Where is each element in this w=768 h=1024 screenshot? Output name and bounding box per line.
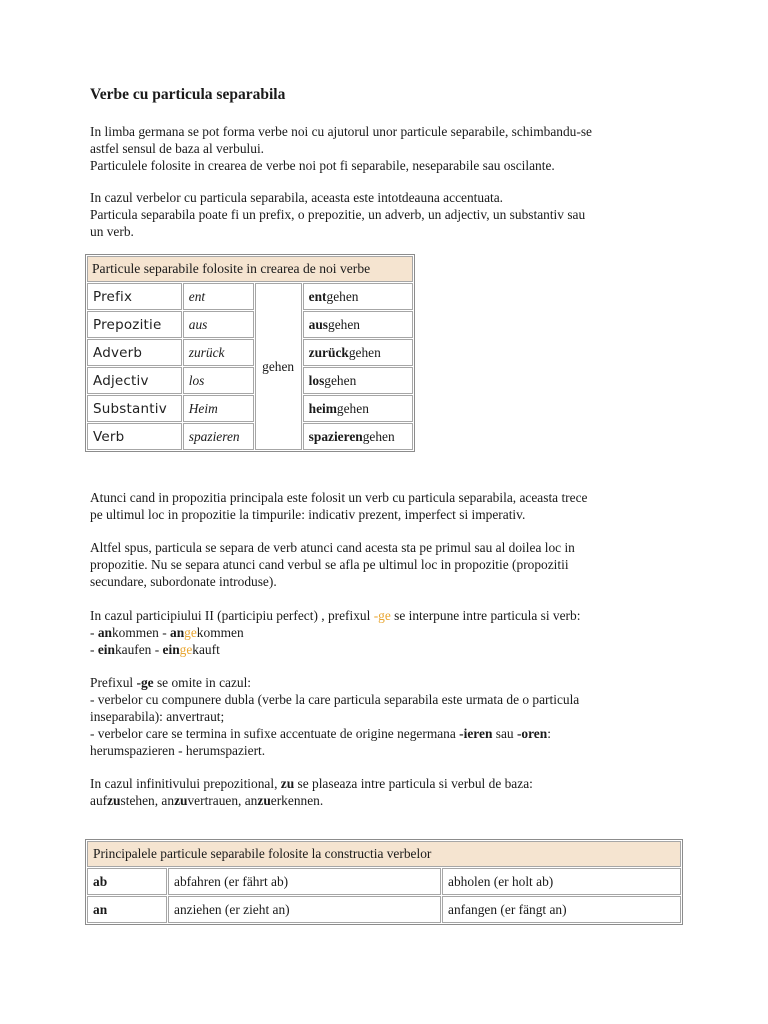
category-cell: Verb [87,423,182,450]
accent-paragraph [90,189,690,240]
particle-cell: ent [183,283,254,310]
particle-cell: ab [87,868,167,895]
separation-paragraph [90,539,690,590]
ge-highlight: -ge [373,608,391,623]
particle-cell: Heim [183,395,254,422]
table-row [87,311,413,338]
result-cell: losgehen [303,367,413,394]
text-line: In cazul participiului II (participiu perfect) , prefixul -ge se interpune intre particula si verb: [90,608,581,623]
text-line: astfel sensul de baza al verbului. [90,141,265,156]
text-line: In cazul verbelor cu particula separabila, aceasta este intotdeauna accentuata. [90,190,504,205]
particle-cell: aus [183,311,254,338]
text-line: herumspazieren - herumspaziert. [90,743,266,758]
particle-cell: zurück [183,339,254,366]
category-cell: Adverb [87,339,182,366]
particle-cell: an [87,896,167,923]
text-line: inseparabila): anvertraut; [90,709,225,724]
category-cell: Prefix [87,283,182,310]
main-particles-table [85,839,683,925]
particle-cell: los [183,367,254,394]
text-line: In cazul infinitivului prepozitional, zu se plaseaza intre particula si verbul de baza: [90,776,533,791]
position-paragraph [90,489,690,523]
text-line: pe ultimul loc in propozitie la timpurile: indicativ prezent, imperfect si imperativ. [90,507,526,522]
particle-cell: spazieren [183,423,254,450]
example-cell: anfangen (er fängt an) [442,896,681,923]
intro-paragraph [90,123,690,174]
table-row [87,339,413,366]
example-cell: abholen (er holt ab) [442,868,681,895]
table-row [87,395,413,422]
text-line: - verbelor cu compunere dubla (verbe la care particula separabila este urmata de o particula [90,692,580,707]
particles-table [85,254,415,452]
category-cell: Adjectiv [87,367,182,394]
omission-paragraph [90,674,690,759]
result-cell: heimgehen [303,395,413,422]
participle-paragraph [90,607,690,658]
result-cell: entgehen [303,283,413,310]
text-line: - verbelor care se termina in sufixe accentuate de origine negermana -ieren sau -oren: [90,726,551,741]
text-line: Particulele folosite in crearea de verbe noi pot fi separabile, neseparabile sau oscilante. [90,158,555,173]
text-line: secundare, subordonate introduse). [90,574,277,589]
table-row [87,367,413,394]
text-line: un verb. [90,224,134,239]
text-line: Prefixul -ge se omite in cazul: [90,675,252,690]
example-line: aufzustehen, anzuvertrauen, anzuerkennen. [90,793,324,808]
table-row [87,896,681,923]
example-cell: abfahren (er fährt ab) [168,868,441,895]
category-cell: Substantiv [87,395,182,422]
table-row [87,868,681,895]
example-line: - ankommen - angekommen [90,625,244,640]
main-particles-table-header: Principalele particule separabile folosite la constructia verbelor [87,841,681,867]
table-row [87,423,413,450]
text-line: propozitie. Nu se separa atunci cand verbul se afla pe ultimul loc in propozitie (propozitii [90,557,569,572]
example-cell: anziehen (er zieht an) [168,896,441,923]
particles-table-header: Particule separabile folosite in crearea de noi verbe [87,256,413,282]
document-title: Verbe cu particula separabila [90,86,286,103]
infinitive-paragraph [90,775,690,809]
text-line: Atunci cand in propozitia principala este folosit un verb cu particula separabila, aceasta trece [90,490,588,505]
base-verb-cell: gehen [255,283,302,450]
result-cell: ausgehen [303,311,413,338]
text-line: Particula separabila poate fi un prefix, o prepozitie, un adverb, un adjectiv, un substantiv sau [90,207,586,222]
text-line: In limba germana se pot forma verbe noi cu ajutorul unor particule separabile, schimbandu-se [90,124,592,139]
table-row [87,283,413,310]
result-cell: spazierengehen [303,423,413,450]
category-cell: Prepozitie [87,311,182,338]
result-cell: zurückgehen [303,339,413,366]
example-line: - einkaufen - eingekauft [90,642,220,657]
text-line: Altfel spus, particula se separa de verb atunci cand acesta sta pe primul sau al doilea loc in [90,540,575,555]
